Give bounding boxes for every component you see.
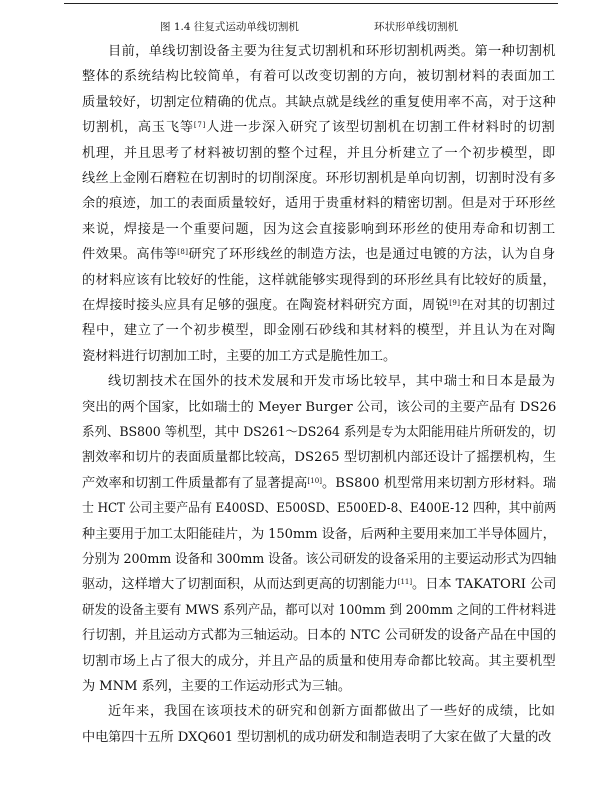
text-run: 为 MNM 系列，主要的工作运动形式为三轴。 xyxy=(82,679,351,694)
text-line xyxy=(82,91,556,115)
text-line xyxy=(82,726,551,750)
text-run: 瓷材料进行切割加工时，主要的加工方式是脆性加工。 xyxy=(82,348,397,364)
text-run: 目前，单线切割设备主要为往复式切割机和环形切割机两类。第一种切割机 xyxy=(108,44,556,59)
text-run: 质量较好，切割定位精确的优点。其缺点就是线丝的重复使用率不高，对于这种 xyxy=(82,94,557,110)
text-line xyxy=(108,370,556,394)
text-line xyxy=(82,192,556,216)
text-run: 在焊接时接头应具有足够的强度。在陶瓷材料研究方面，周锐 xyxy=(82,298,450,313)
text-line xyxy=(82,116,556,140)
text-line xyxy=(82,167,556,191)
text-run: 士 HCT 公司主要产品有 E400SD、E500SD、E500ED-8、E400E-12 四种，其中前两 xyxy=(82,501,557,517)
text-run: 整体的系统结构比较简单，有着可以改变切割的方向，被切割材料的表面加工 xyxy=(82,69,556,85)
text-run: 件效果。高伟等 xyxy=(82,247,178,263)
citation-marker: [7] xyxy=(193,121,207,130)
text-run: 切割市场上占了很大的成分，并且产品的质量和使用寿命都比较高。其主要机型 xyxy=(82,653,557,669)
text-run: 。BS800 机型常用来切割方形材料。瑞 xyxy=(322,475,557,491)
figure-caption-left: 图 1.4 往复式运动单线切割机 xyxy=(160,21,299,33)
text-run: 割效率和切片的表面质量都比较高，DS265 型切割机内部还设计了摇摆机构，生 xyxy=(82,450,557,466)
text-line xyxy=(82,396,556,420)
text-line xyxy=(82,319,556,343)
text-line xyxy=(82,65,556,89)
text-line xyxy=(108,40,556,64)
citation-marker: [11] xyxy=(397,578,413,587)
text-line xyxy=(82,142,556,166)
text-line xyxy=(82,497,556,521)
text-run: 余的痕迹，加工的表面质量较好，适用于贵重材料的精密切割。但是对于环形丝 xyxy=(82,196,557,212)
text-line xyxy=(82,675,351,699)
text-run: 人进一步深入研究了该型切割机在切割工件材料时的切割 xyxy=(206,120,556,136)
text-line xyxy=(108,700,556,724)
text-line xyxy=(82,218,556,242)
text-run: 程中，建立了一个初步模型，即金刚石砂线和其材料的模型，并且认为在对陶 xyxy=(82,323,556,339)
text-run: 切割机，高玉飞等 xyxy=(82,120,194,136)
text-line xyxy=(82,294,556,318)
text-run: 线丝上金刚石磨粒在切割时的切削深度。环形切割机是单向切割，切割时没有多 xyxy=(82,171,557,186)
text-line xyxy=(82,624,556,648)
text-line xyxy=(82,345,396,369)
citation-marker: [10] xyxy=(307,476,323,485)
figure-caption-right: 环状形单线切割机 xyxy=(374,21,458,33)
top-rule xyxy=(64,3,558,4)
text-run: 中电第四十五所 DXQ601 型切割机的成功研发和制造表明了大家在做了大量的改 xyxy=(82,729,552,745)
text-line xyxy=(82,446,556,470)
citation-marker: [8] xyxy=(177,248,189,257)
text-line xyxy=(82,269,556,293)
text-line xyxy=(82,523,556,547)
text-line xyxy=(82,599,556,623)
text-run: 近年来，我国在该项技术的研究和创新方面都做出了一些好的成绩，比如 xyxy=(108,704,556,720)
text-run: 种主要用于加工太阳能硅片，为 150mm 设备，后两种主要用来加工半导体圆片， xyxy=(82,526,556,542)
text-line xyxy=(82,243,556,267)
text-run: 来说，焊接是一个重要问题，因为这会直接影响到环形丝的使用寿命和切割工 xyxy=(82,221,556,237)
text-line xyxy=(82,573,556,597)
text-run: 突出的两个国家，比如瑞士的 Meyer Burger 公司，该公司的主要产品有 DS26 xyxy=(82,399,557,415)
figure-caption xyxy=(0,19,611,35)
text-line xyxy=(82,650,556,674)
text-run: 线切割技术在国外的技术发展和开发市场比较早，其中瑞士和日本是最为 xyxy=(108,374,556,390)
text-run: 机理，并且思考了材料被切割的整个过程，并且分析建立了一个初步模型，即 xyxy=(82,145,556,161)
text-run: 系列、BS800 等机型，其中 DS261～DS264 系列是专为太阳能用硅片所研发的，切 xyxy=(82,425,556,440)
text-run: 驱动，这样增大了切割面积，从而达到更高的切割能力 xyxy=(82,577,398,593)
text-run: 研发的设备主要有 MWS 系列产品，都可以对 100mm 到 200mm 之间的工件材料进 xyxy=(82,602,556,618)
text-run: 行切割，并且运动方式都为三轴运动。日本的 NTC 公司研发的设备产品在中国的 xyxy=(82,628,557,644)
text-line xyxy=(82,421,556,445)
citation-marker: [9] xyxy=(449,299,461,308)
text-run: 产效率和切割工件质量都有了显著提高 xyxy=(82,475,308,491)
text-run: 分别为 200mm 设备和 300mm 设备。该公司研发的设备采用的主要运动形式为四轴 xyxy=(82,552,557,567)
text-line xyxy=(82,548,556,572)
text-line xyxy=(82,472,556,496)
text-run: 的材料应该有比较好的性能，这样就能够实现得到的环形丝具有比较好的质量， xyxy=(82,272,557,288)
text-run: 在对其的切割过 xyxy=(460,298,556,313)
text-run: 研究了环形线丝的制造方法，也是通过电镀的方法，认为自身 xyxy=(188,247,556,263)
text-run: 。日本 TAKATORI 公司 xyxy=(412,577,557,593)
